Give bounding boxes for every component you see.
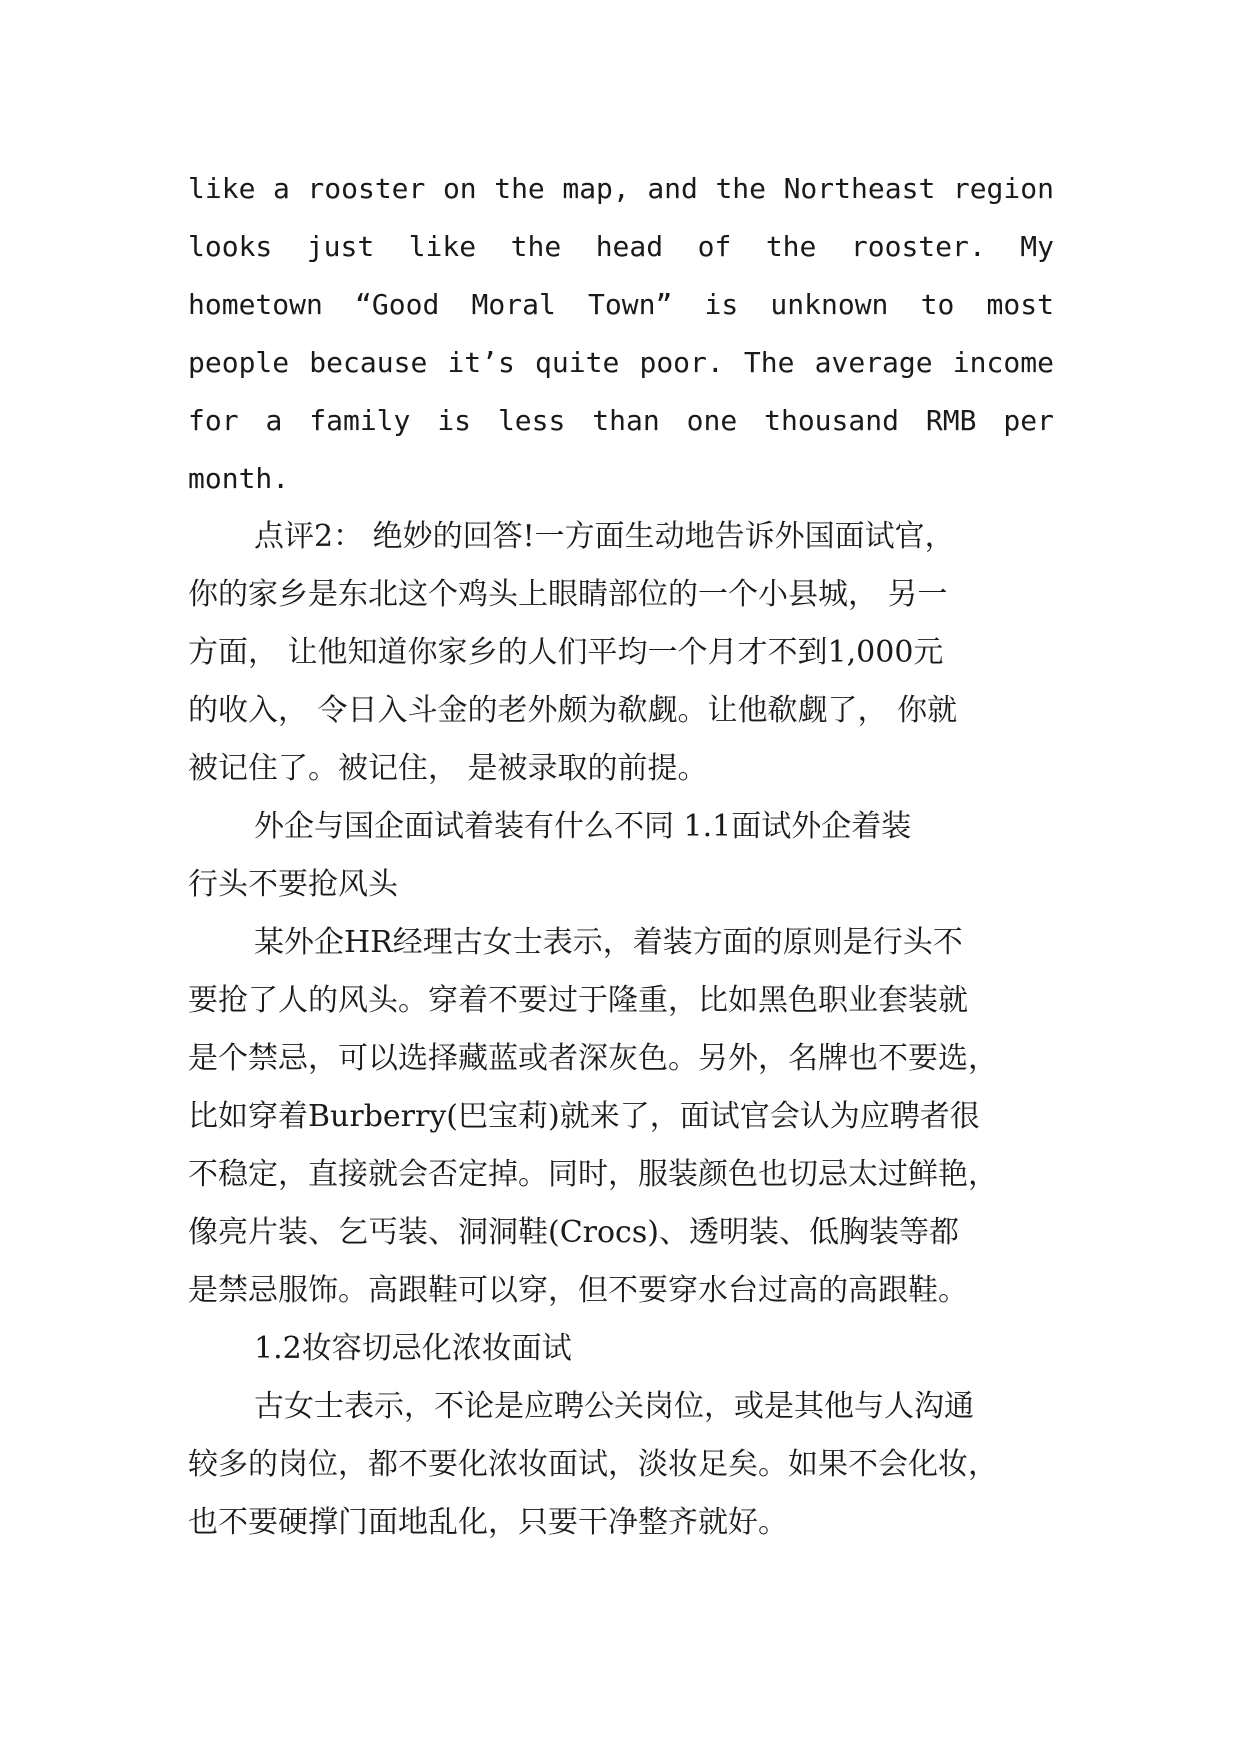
word: average bbox=[814, 346, 933, 379]
word: on bbox=[442, 172, 477, 205]
attire-line-6: 像亮片装、乞丐装、洞洞鞋(Crocs)、透明装、低胸装等都 bbox=[188, 1215, 959, 1250]
attire-line-1: 某外企HR经理古女士表示，着装方面的原则是行头不 bbox=[254, 925, 963, 960]
attire-line-7: 是禁忌服饰。高跟鞋可以穿，但不要穿水台过高的高跟鞋。 bbox=[188, 1273, 968, 1308]
english-line-2 bbox=[188, 218, 1054, 276]
attire-line-4: 比如穿着Burberry(巴宝莉)就来了，面试官会认为应聘者很 bbox=[188, 1099, 980, 1134]
word: map, bbox=[562, 172, 630, 205]
word: family bbox=[309, 404, 411, 437]
word: a bbox=[265, 404, 283, 437]
word: than bbox=[592, 404, 660, 437]
word: like bbox=[408, 230, 477, 263]
attire-line-5: 不稳定，直接就会否定掉。同时，服装颜色也切忌太过鲜艳， bbox=[188, 1157, 998, 1192]
section-heading-line-2: 行头不要抢风头 bbox=[188, 867, 398, 902]
word: the bbox=[510, 230, 562, 263]
word: a bbox=[272, 172, 290, 205]
word: people bbox=[188, 346, 290, 379]
word: of bbox=[697, 230, 732, 263]
word: most bbox=[986, 288, 1054, 321]
attire-line-2: 要抢了人的风头。穿着不要过于隆重，比如黑色职业套装就 bbox=[188, 983, 968, 1018]
word: because bbox=[309, 346, 428, 379]
word: one bbox=[686, 404, 738, 437]
comment-line-4: 的收入， 令日入斗金的老外颇为欷觑。让他欷觑了， 你就 bbox=[188, 693, 958, 728]
comment-line-1: 点评2： 绝妙的回答!一方面生动地告诉外国面试官， bbox=[254, 519, 955, 554]
word: per bbox=[1003, 404, 1054, 437]
comment-line-5: 被记住了。被记住， 是被录取的前提。 bbox=[188, 751, 708, 786]
word: poor. bbox=[639, 346, 724, 379]
word: “Good bbox=[355, 288, 440, 321]
word: region bbox=[952, 172, 1054, 205]
word: it’s bbox=[447, 346, 515, 379]
makeup-line-1: 古女士表示，不论是应聘公关岗位，或是其他与人沟通 bbox=[254, 1389, 974, 1424]
word: Moral bbox=[471, 288, 556, 321]
document-page bbox=[188, 160, 1054, 1552]
word: the bbox=[715, 172, 767, 205]
english-line-1 bbox=[188, 160, 1054, 218]
english-line-4 bbox=[188, 334, 1054, 392]
word: thousand bbox=[764, 404, 899, 437]
word: My bbox=[1020, 230, 1054, 263]
word: looks bbox=[188, 230, 273, 263]
word: is bbox=[437, 404, 472, 437]
word: just bbox=[306, 230, 375, 263]
word: for bbox=[188, 404, 239, 437]
makeup-line-3: 也不要硬撑门面地乱化，只要干净整齐就好。 bbox=[188, 1505, 788, 1540]
english-line-3 bbox=[188, 276, 1054, 334]
word: Town” bbox=[588, 288, 673, 321]
english-line-6 bbox=[188, 450, 1054, 508]
comment-line-2: 你的家乡是东北这个鸡头上眼睛部位的一个小县城， 另一 bbox=[188, 577, 948, 612]
word: The bbox=[743, 346, 795, 379]
word: Northeast bbox=[783, 172, 936, 205]
word: quite bbox=[535, 346, 620, 379]
word: rooster bbox=[307, 172, 426, 205]
word: the bbox=[765, 230, 817, 263]
word: like bbox=[188, 172, 256, 205]
word: is bbox=[704, 288, 739, 321]
comment-line-3: 方面， 让他知道你家乡的人们平均一个月才不到1,000元 bbox=[188, 635, 944, 670]
attire-line-3: 是个禁忌，可以选择藏蓝或者深灰色。另外，名牌也不要选， bbox=[188, 1041, 998, 1076]
word: month. bbox=[188, 462, 290, 495]
word: RMB bbox=[925, 404, 977, 437]
word: rooster. bbox=[850, 230, 986, 263]
makeup-heading: 1.2妆容切忌化浓妆面试 bbox=[254, 1331, 572, 1366]
makeup-line-2: 较多的岗位，都不要化浓妆面试，淡妆足矣。如果不会化妆， bbox=[188, 1447, 998, 1482]
word: less bbox=[497, 404, 566, 437]
word: hometown bbox=[188, 288, 323, 321]
word: income bbox=[952, 346, 1054, 379]
word: unknown bbox=[770, 288, 889, 321]
english-line-5 bbox=[188, 392, 1054, 450]
word: head bbox=[595, 230, 664, 263]
word: and bbox=[647, 172, 698, 205]
section-heading-line-1: 外企与国企面试着装有什么不同 1.1面试外企着装 bbox=[254, 809, 912, 844]
word: to bbox=[920, 288, 955, 321]
word: the bbox=[494, 172, 545, 205]
